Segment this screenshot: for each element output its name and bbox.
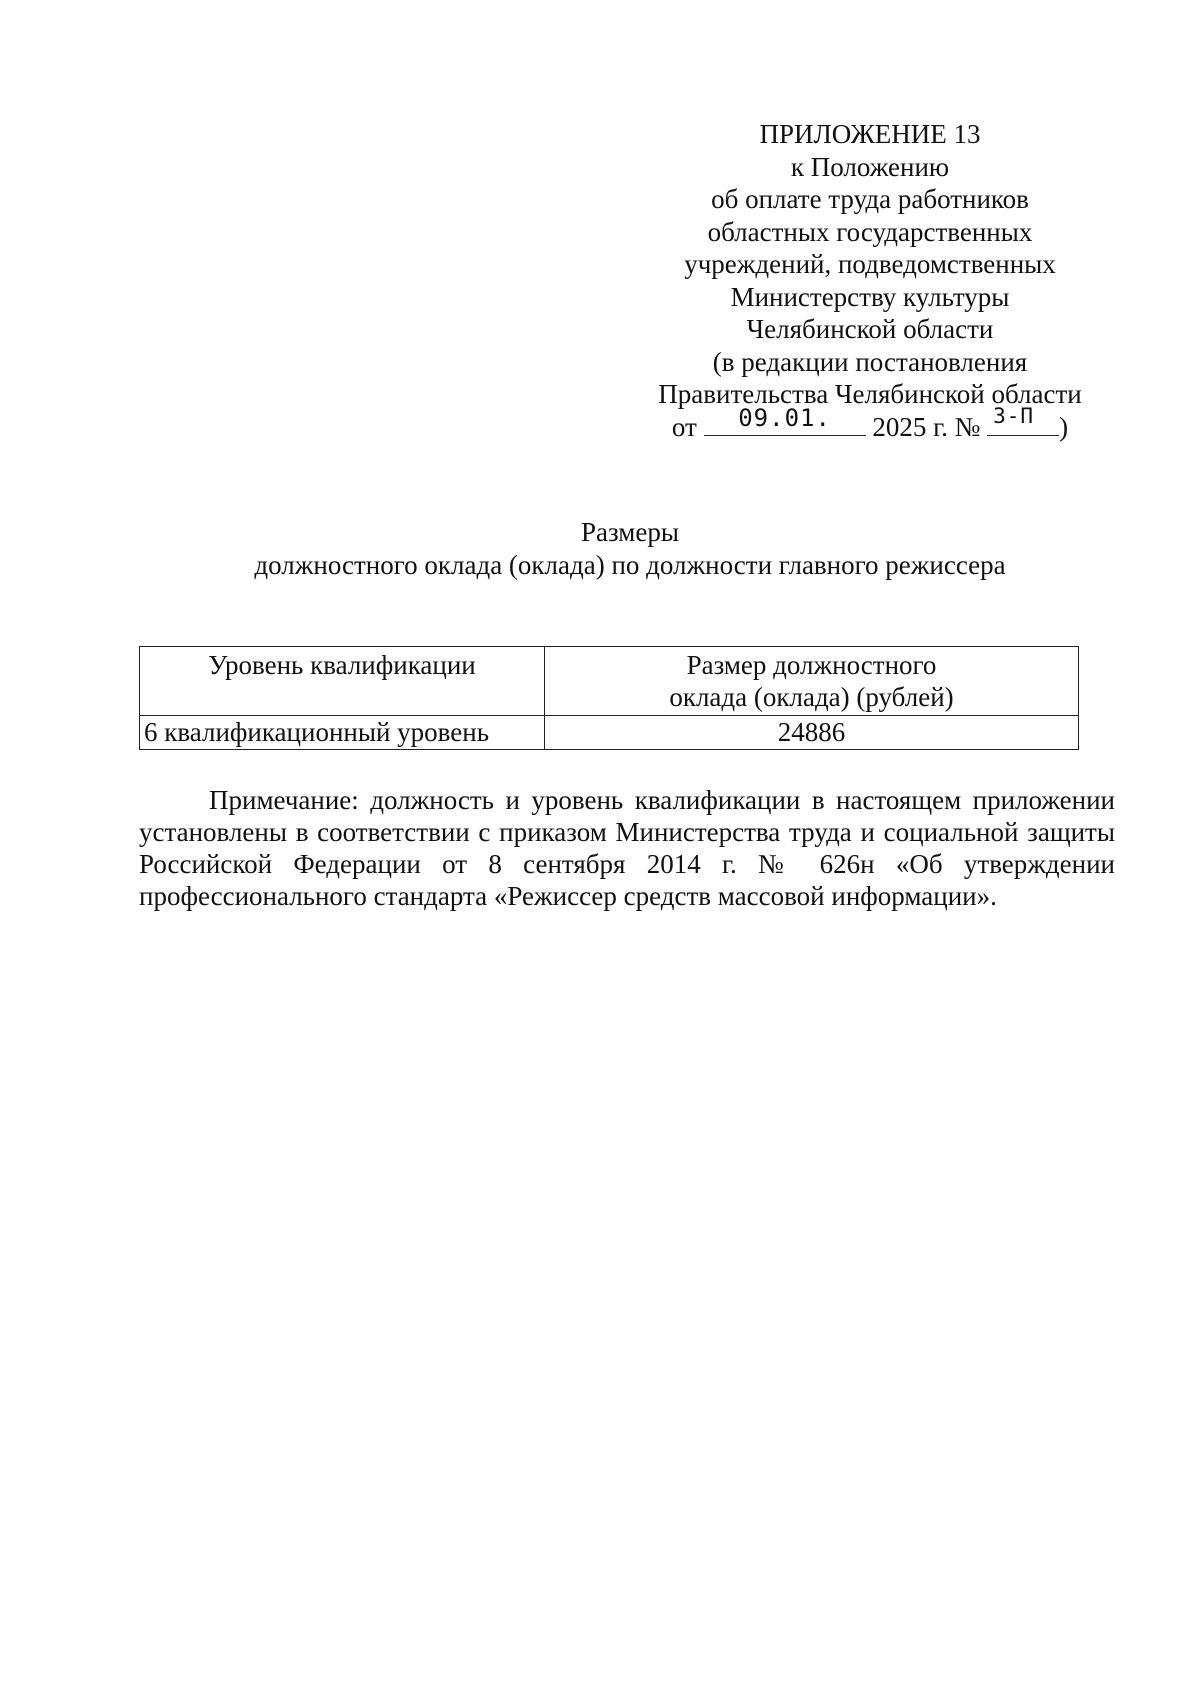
salary-cell: 24886 (545, 716, 1079, 750)
note-paragraph: Примечание: должность и уровень квалификации в настоящем приложении установлены в соответствии с приказом Министерства труда и социальной защиты Российской Федерации от 8 сентября 2014 г. № 626н «Об утверждении профессионального стандарта «Режиссер средств массовой информации». (139, 785, 1115, 911)
date-field (704, 403, 866, 436)
header-salary-size (545, 647, 1079, 716)
appendix-line: Челябинской области (746, 314, 994, 344)
salary-table-container (139, 646, 1079, 750)
appendix-line: областных государственных (707, 216, 1033, 247)
document-title (0, 516, 1200, 582)
year-number-label: 2025 г. № (872, 411, 981, 442)
appendix-line: (в редакции постановления (712, 346, 1028, 377)
title-line-2: должностного оклада (оклада) по должности главного режиссера (254, 550, 1006, 580)
qualification-level-cell: 6 квалификационный уровень (140, 716, 545, 750)
appendix-line: ПРИЛОЖЕНИЕ 13 (759, 119, 981, 149)
appendix-line: учреждений, подведомственных (684, 249, 1056, 279)
from-label: от (671, 411, 697, 442)
title-line-1: Размеры (581, 517, 679, 547)
resolution-date-line (640, 403, 1100, 444)
number-field (987, 403, 1059, 436)
table-row (140, 716, 1079, 750)
close-paren: ) (1059, 411, 1069, 442)
salary-table (139, 646, 1079, 750)
header-salary-line-1: Размер должностного (686, 650, 937, 680)
header-qualification-level: Уровень квалификации (140, 647, 545, 716)
header-salary-line-2: оклада (оклада) (рублей) (669, 682, 954, 712)
appendix-line: Министерству культуры (730, 281, 1010, 312)
number-value: 3-П (993, 403, 1035, 428)
appendix-line: к Положению (790, 151, 950, 182)
appendix-header (640, 118, 1100, 443)
appendix-line: об оплате труда работников (711, 184, 1029, 214)
table-header-row (140, 647, 1079, 716)
appendix-line: Правительства Челябинской области (658, 379, 1082, 409)
date-value: 09.01. (738, 403, 831, 432)
